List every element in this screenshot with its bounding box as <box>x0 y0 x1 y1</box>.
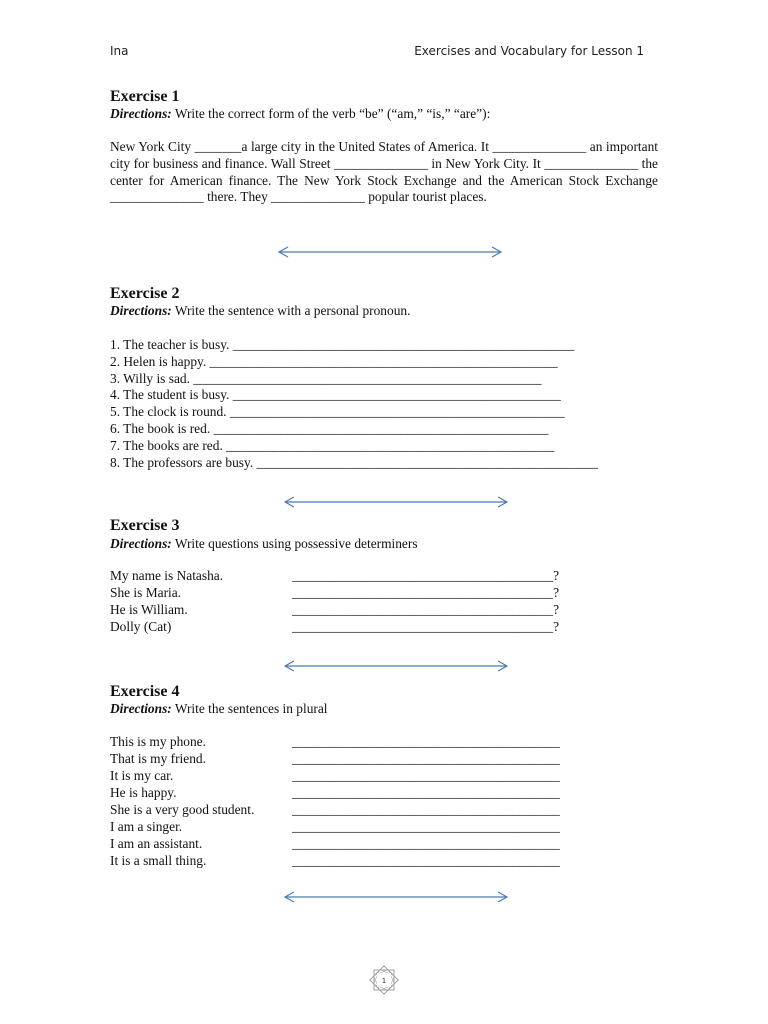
directions-text: Write questions using possessive determiners <box>171 536 418 551</box>
divider-arrow-icon <box>276 245 504 259</box>
answer-blank: ________________________________________ <box>292 785 560 800</box>
answer-blank: _______________________________________? <box>292 602 560 617</box>
prompt-text: My name is Natasha. <box>110 568 224 583</box>
prompt-text: She is Maria. <box>110 585 182 600</box>
list-item: 4. The student is busy. _________________________________________________ <box>110 387 561 403</box>
directions-text: Write the sentence with a personal pronoun. <box>171 303 411 318</box>
answer-blank: ________________________________________ <box>292 853 560 868</box>
exercise-2-list <box>110 337 598 471</box>
answer-blank: _______________________________________? <box>292 585 560 600</box>
exercise-3-directions <box>110 536 418 552</box>
prompt-text: This is my phone. <box>110 734 206 749</box>
prompt-text: Dolly (Cat) <box>110 619 172 634</box>
divider-arrow-icon <box>282 495 510 509</box>
list-item: 2. Helen is happy. ____________________________________________________ <box>110 353 558 369</box>
answer-blank: ________________________________________ <box>292 734 560 749</box>
prompt-text: That is my friend. <box>110 751 206 766</box>
exercise-4-directions <box>110 701 328 717</box>
exercise-3-title: Exercise 3 <box>110 517 180 534</box>
prompt-text: I am an assistant. <box>110 836 203 851</box>
exercise-1-directions <box>110 106 490 122</box>
answer-blank: ________________________________________ <box>292 751 560 766</box>
page-number: 1 <box>381 977 387 985</box>
list-item: 5. The clock is round. __________________________________________________ <box>110 404 565 420</box>
directions-text: Write the sentences in plural <box>171 701 328 716</box>
header-author: Ina <box>110 44 129 58</box>
answer-blank: _______________________________________? <box>292 619 560 634</box>
list-item: 7. The books are red. _________________________________________________ <box>110 437 555 453</box>
exercise-1-paragraph: New York City _______a large city in the United States of America. It ______________ an important city for business and finance. Wall Street ______________ in New York City. It ______________ the center for American finance. The New York Stock Exchange and the American Stock Exchange ______________ there. They ______________ popular tourist places. <box>110 139 658 205</box>
directions-label: Directions: <box>110 701 172 716</box>
exercise-4-title: Exercise 4 <box>110 683 180 700</box>
answer-blank: ________________________________________ <box>292 768 560 783</box>
exercise-1-title: Exercise 1 <box>110 88 180 105</box>
exercise-2-directions <box>110 303 410 319</box>
prompt-text: It is my car. <box>110 768 174 783</box>
page-number-ornament-icon <box>366 964 402 996</box>
prompt-text: I am a singer. <box>110 819 183 834</box>
answer-blank: ________________________________________ <box>292 802 560 817</box>
list-item: 1. The teacher is busy. ___________________________________________________ <box>110 337 575 352</box>
divider-arrow-icon <box>282 659 510 673</box>
directions-label: Directions: <box>110 536 172 551</box>
list-item: 8. The professors are busy. ___________________________________________________ <box>110 454 598 470</box>
header-title: Exercises and Vocabulary for Lesson 1 <box>414 44 644 58</box>
directions-label: Directions: <box>110 106 172 121</box>
prompt-text: It is a small thing. <box>110 853 207 868</box>
answer-blank: ________________________________________ <box>292 819 560 834</box>
answer-blank: ________________________________________ <box>292 836 560 851</box>
prompt-text: He is happy. <box>110 785 177 800</box>
answer-blank: _______________________________________? <box>292 568 560 583</box>
list-item: 3. Willy is sad. ____________________________________________________ <box>110 370 542 386</box>
list-item: 6. The book is red. __________________________________________________ <box>110 420 549 436</box>
directions-text: Write the correct form of the verb “be” (“am,” “is,” “are”): <box>171 106 491 121</box>
prompt-text: He is William. <box>110 602 188 617</box>
divider-arrow-icon <box>282 890 510 904</box>
directions-label: Directions: <box>110 303 172 318</box>
prompt-text: She is a very good student. <box>110 802 255 817</box>
exercise-2-title: Exercise 2 <box>110 285 180 302</box>
